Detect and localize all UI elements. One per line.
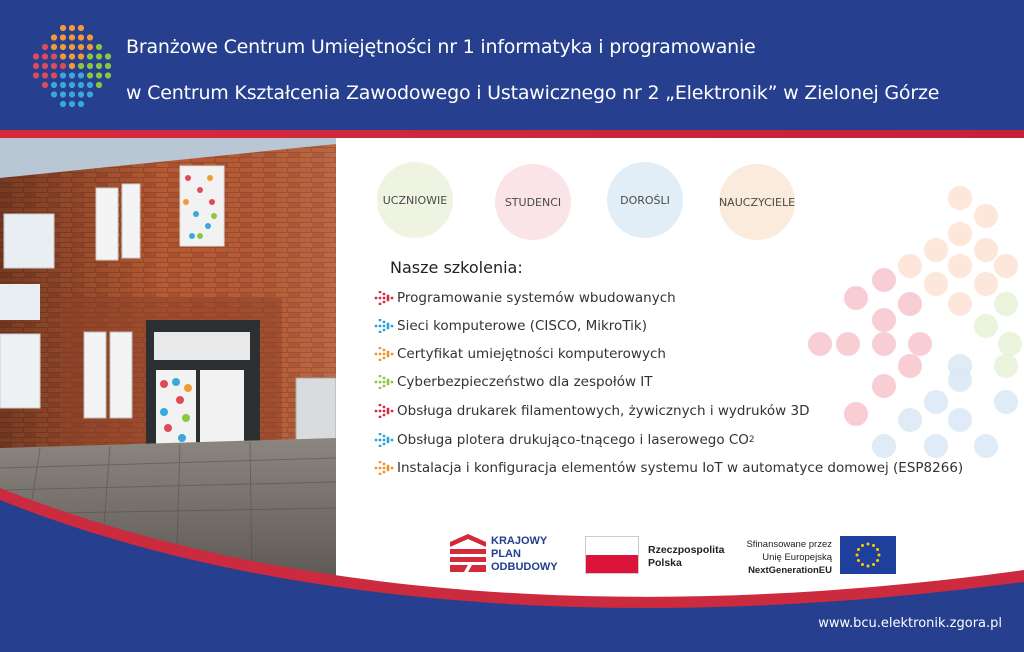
eu-line: Sfinansowane przez <box>746 539 832 550</box>
poland-line: Polska <box>648 557 682 569</box>
arrow-right-icon <box>374 347 394 361</box>
training-item <box>374 456 963 480</box>
audience-label: UCZNIOWIE <box>382 193 448 207</box>
decorative-dots <box>800 180 1024 480</box>
arrow-right-icon <box>374 433 394 447</box>
training-text: Cyberbezpieczeństwo dla zespołów IT <box>397 374 653 390</box>
arrow-right-icon <box>374 319 394 333</box>
audience-adults <box>607 162 683 238</box>
kpo-logo-icon <box>450 534 486 572</box>
audience-label: NAUCZYCIELE <box>718 195 796 209</box>
website-link[interactable]: www.bcu.elektronik.zgora.pl <box>818 616 1002 631</box>
training-text: Obsługa drukarek filamentowych, żywicznych i wydruków 3D <box>397 403 810 419</box>
title-line-2: w Centrum Kształcenia Zawodowego i Ustawicznego nr 2 „Elektronik” w Zielonej Górze <box>126 82 940 104</box>
training-subscript: 2 <box>748 435 755 445</box>
training-text: Certyfikat umiejętności komputerowych <box>397 346 666 362</box>
training-item <box>374 314 647 338</box>
training-text: Sieci komputerowe (CISCO, MikroTik) <box>397 318 647 334</box>
training-text: Obsługa plotera drukująco-tnącego i laserowego CO <box>397 432 749 448</box>
poland-name <box>648 544 724 570</box>
training-text: Instalacja i konfiguracja elementów systemu IoT w automatyce domowej (ESP8266) <box>397 460 964 476</box>
kpo-line: PLAN <box>491 548 521 560</box>
eu-line: Unię Europejską <box>762 552 832 563</box>
header-banner <box>0 0 1024 130</box>
audience-label: STUDENCI <box>504 195 562 209</box>
audience-teachers <box>719 164 795 240</box>
training-item <box>374 399 810 423</box>
audience-label: DOROŚLI <box>620 193 670 207</box>
eu-flag-icon <box>840 536 896 574</box>
kpo-name <box>491 535 571 574</box>
poland-line: Rzeczpospolita <box>648 544 725 556</box>
training-item <box>374 370 653 394</box>
title-line-1: Branżowe Centrum Umiejętności nr 1 informatyka i programowanie <box>126 36 756 58</box>
header-stripe <box>0 130 1024 138</box>
training-item <box>374 428 755 452</box>
audience-students-school <box>377 162 453 238</box>
training-item <box>374 286 676 310</box>
logo-dots-icon <box>28 20 116 112</box>
arrow-right-icon <box>374 461 394 475</box>
poland-flag-icon <box>585 536 639 574</box>
eu-funding-text <box>732 538 832 577</box>
eu-line: NextGenerationEU <box>748 565 832 576</box>
arrow-right-icon <box>374 375 394 389</box>
training-text: Programowanie systemów wbudowanych <box>397 290 676 306</box>
arrow-right-icon <box>374 404 394 418</box>
trainings-heading: Nasze szkolenia: <box>390 258 523 277</box>
arrow-right-icon <box>374 291 394 305</box>
kpo-line: ODBUDOWY <box>491 561 558 573</box>
audience-students-university <box>495 164 571 240</box>
kpo-line: KRAJOWY <box>491 535 548 547</box>
training-item <box>374 342 666 366</box>
